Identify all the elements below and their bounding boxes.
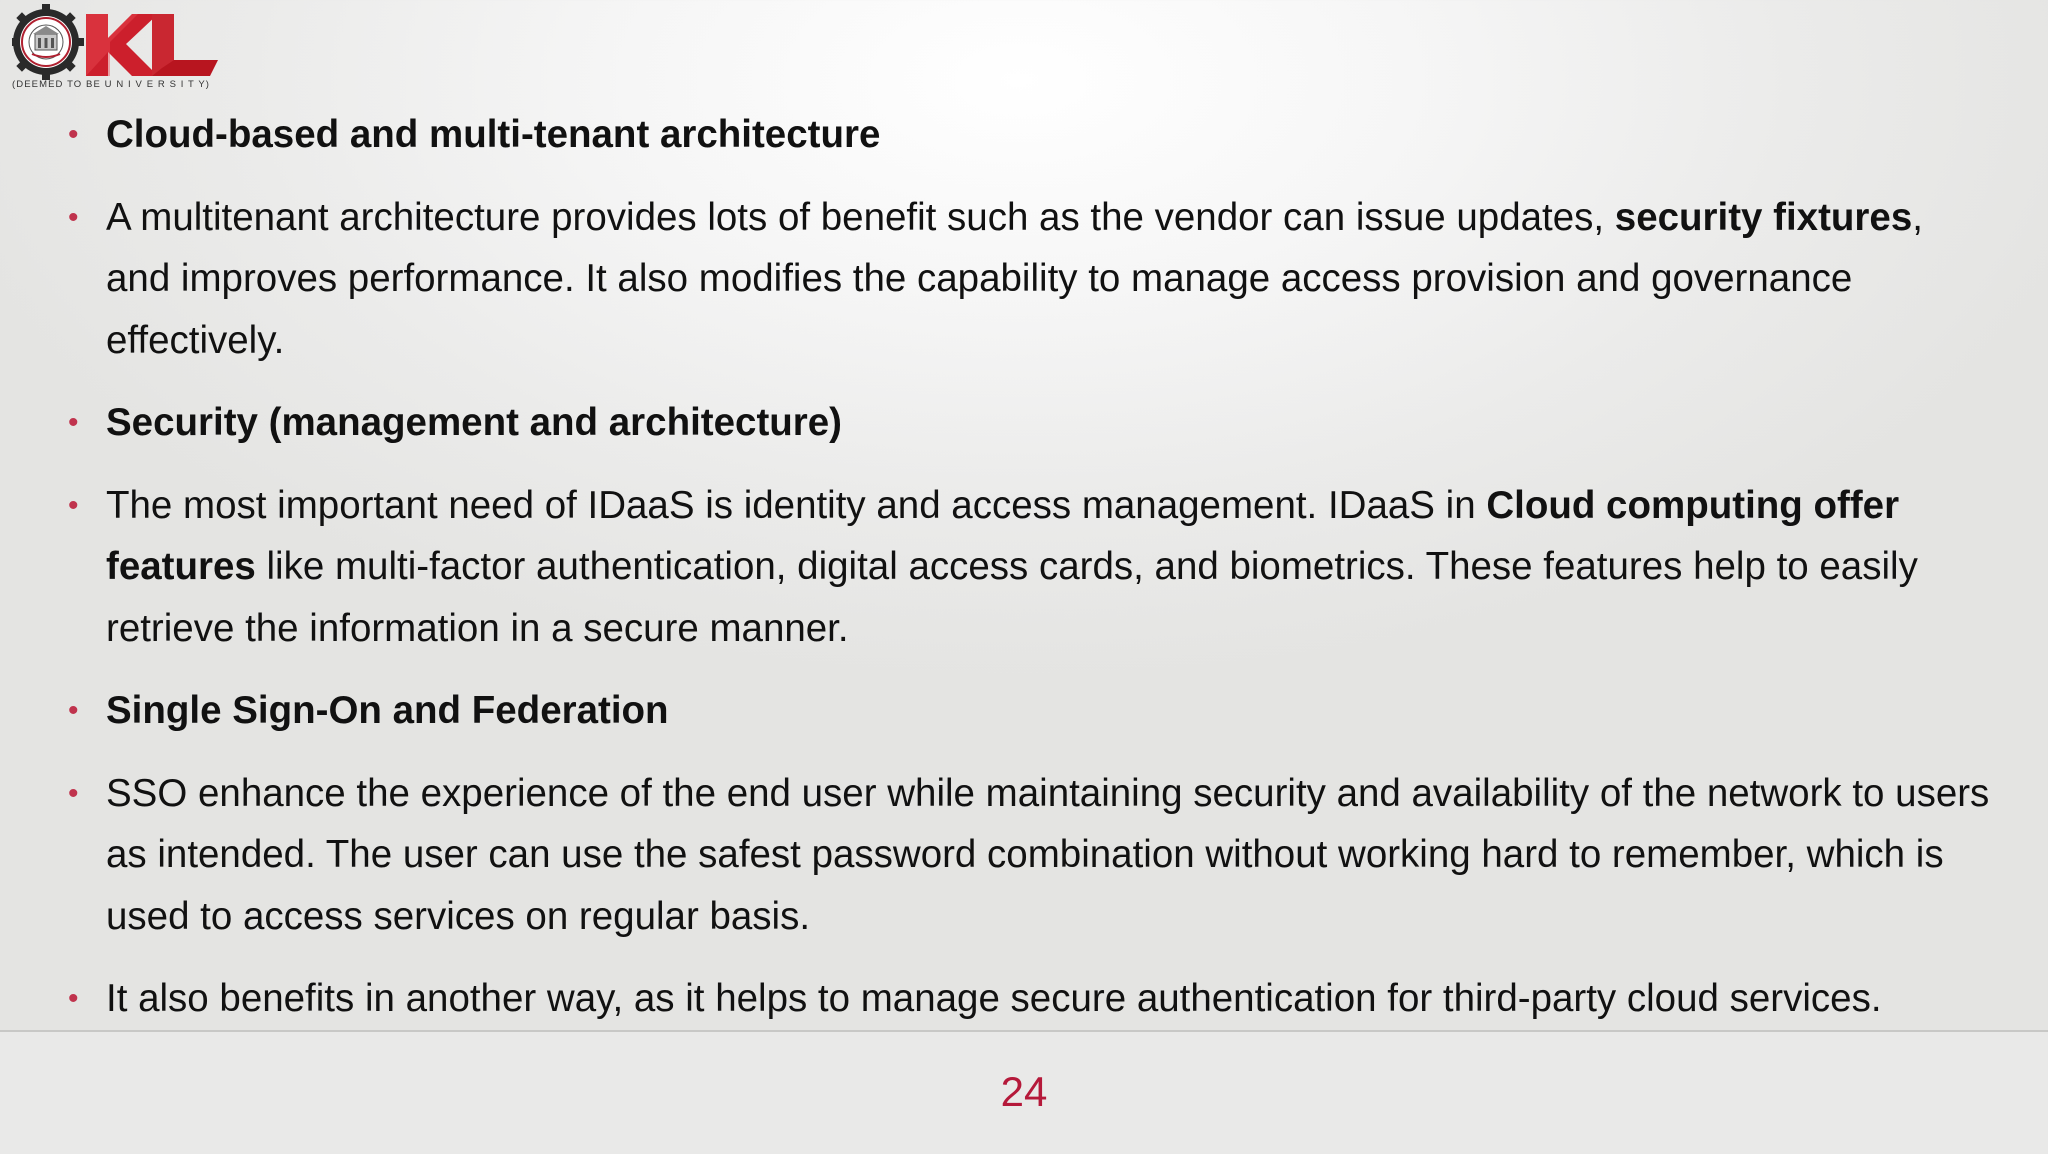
bullet-item-body — [66, 475, 1996, 660]
bullet-icon: • — [68, 776, 79, 810]
bullet-item-heading — [66, 392, 1996, 454]
bullet-icon: • — [68, 118, 79, 151]
university-seal-icon — [12, 4, 222, 84]
bullet-item-heading — [66, 680, 1996, 742]
bullet-icon: • — [68, 406, 79, 439]
text-run: like multi-factor authentication, digital access cards, and biometrics. These features help to easily retrieve the information in a secure manner. — [106, 545, 1918, 650]
bullet-heading-text: Security (management and architecture) — [106, 401, 842, 444]
bullet-item-heading — [66, 104, 1996, 166]
bullet-body-text — [106, 484, 1918, 650]
text-run: A multitenant architecture provides lots of benefit such as the vendor can issue updates, — [106, 195, 1615, 239]
bullet-item-body — [66, 968, 1996, 1030]
bullet-body-text — [106, 196, 1923, 362]
bullet-heading-text: Cloud-based and multi-tenant architecture — [106, 113, 881, 156]
bold-text-run: security fixtures — [1614, 195, 1913, 239]
text-run: , and improves performance. It also modifies the capability to manage access provision and governance effectively. — [106, 195, 1923, 362]
bullet-item-body — [66, 763, 1996, 948]
page-number: 24 — [1000, 1068, 1048, 1115]
bold-text-run: Cloud computing offer features — [106, 483, 1900, 588]
bullet-heading-text: Single Sign-On and Federation — [106, 689, 669, 732]
bullet-body-text: It also benefits in another way, as it helps to manage secure authentication for third-party cloud services. — [106, 977, 1882, 1020]
bullet-icon: • — [68, 488, 79, 522]
bullet-icon: • — [68, 200, 79, 234]
bullet-item-body — [66, 187, 1996, 372]
text-run: The most important need of IDaaS is identity and access management. IDaaS in — [106, 483, 1487, 527]
bullet-icon: • — [68, 694, 79, 727]
bullet-list — [66, 104, 1996, 1051]
bullet-body-text: SSO enhance the experience of the end user while maintaining security and availability of the network to users as intended. The user can use the safest password combination without working hard to remember, which is used to access services on regular basis. — [106, 771, 1990, 938]
bullet-icon: • — [68, 982, 79, 1015]
logo-tagline: (DEEMED TO BE U N I V E R S I T Y) — [12, 79, 211, 90]
